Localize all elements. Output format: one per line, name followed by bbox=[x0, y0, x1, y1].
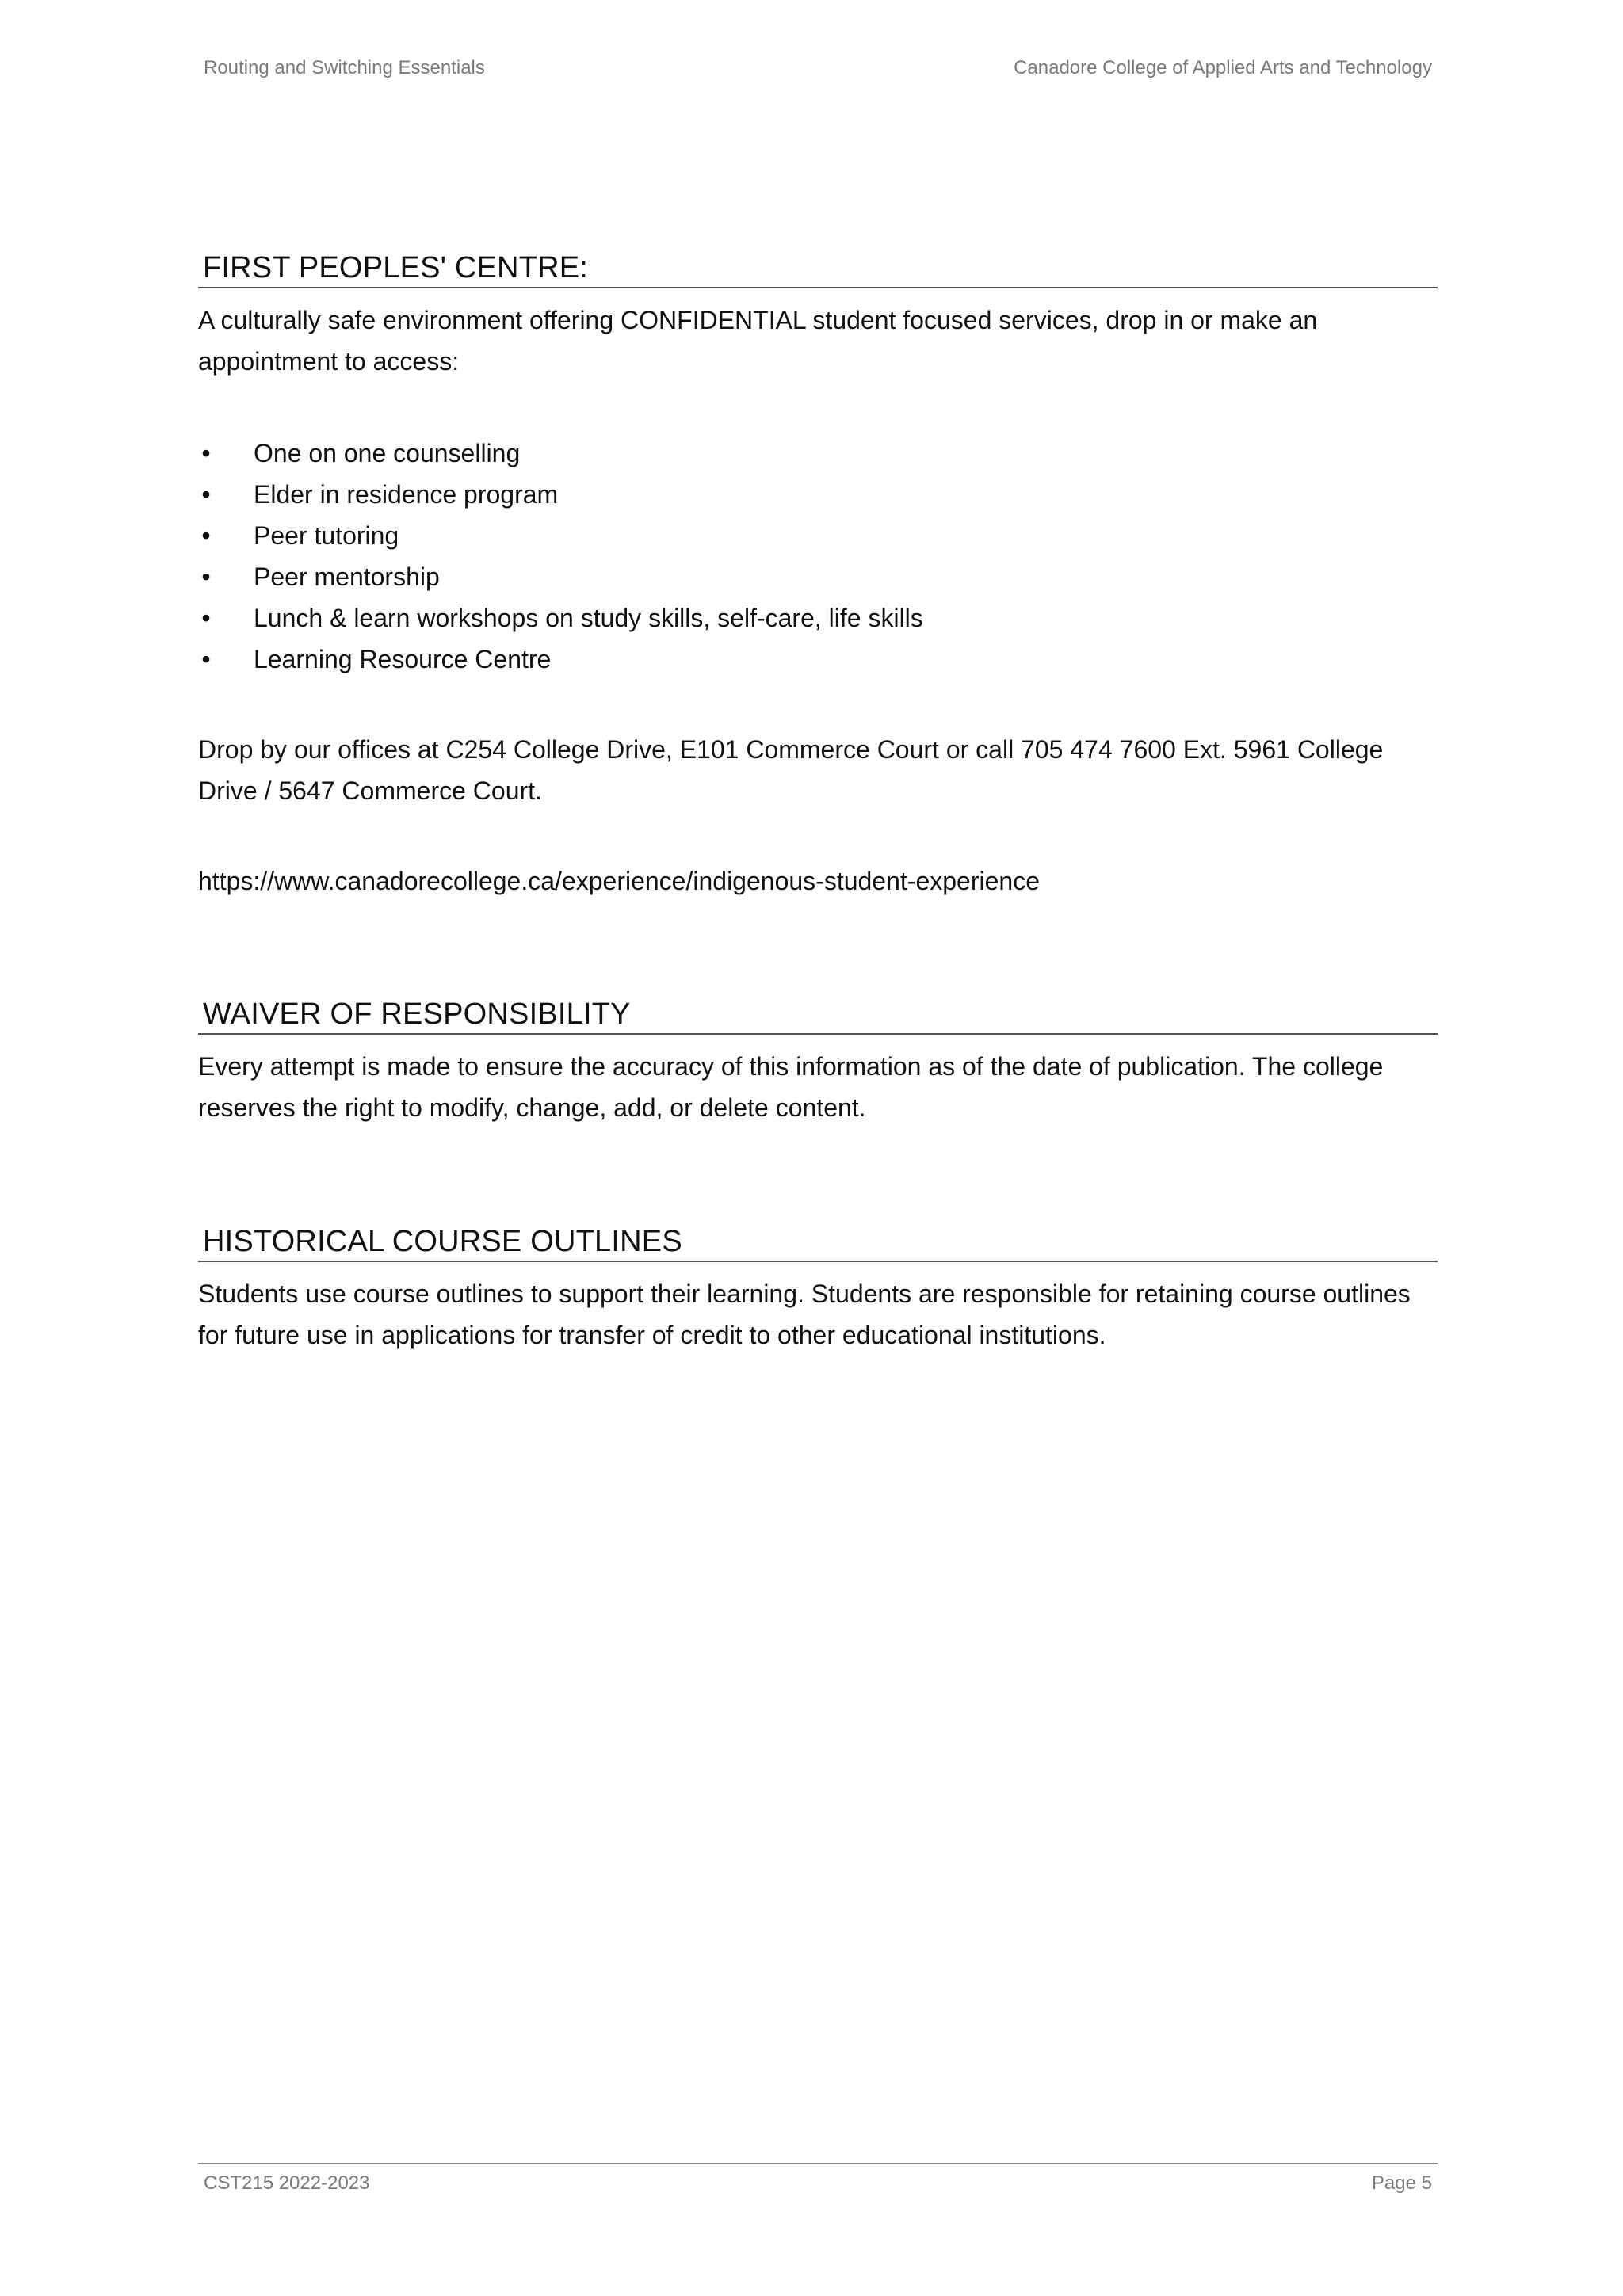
list-item bbox=[198, 639, 1438, 680]
bullet-icon: • bbox=[201, 645, 211, 673]
list-item-text: Peer tutoring bbox=[254, 521, 399, 550]
bullet-icon: • bbox=[201, 521, 211, 550]
historical-outlines-heading: HISTORICAL COURSE OUTLINES bbox=[198, 1224, 1438, 1262]
waiver-body: Every attempt is made to ensure the accuracy of this information as of the date of publication. The college reserves the right to modify, change, add, or delete content. bbox=[198, 1052, 1384, 1122]
list-item bbox=[198, 556, 1438, 597]
historical-outlines-section bbox=[198, 1224, 1438, 1356]
list-item bbox=[198, 433, 1438, 474]
bullet-icon: • bbox=[201, 604, 211, 632]
historical-outlines-body: Students use course outlines to support their learning. Students are responsible for retaining course outlines for future use in applications for transfer of credit to other educational institutions. bbox=[198, 1280, 1411, 1349]
header-college-name: Canadore College of Applied Arts and Technology bbox=[1014, 57, 1432, 78]
first-peoples-heading: FIRST PEOPLES' CENTRE: bbox=[198, 250, 1438, 288]
waiver-heading: WAIVER OF RESPONSIBILITY bbox=[198, 997, 1438, 1035]
bullet-icon: • bbox=[201, 439, 211, 467]
header-course-title: Routing and Switching Essentials bbox=[204, 57, 485, 78]
list-item-text: Elder in residence program bbox=[254, 480, 559, 509]
list-item bbox=[198, 474, 1438, 515]
list-item-text: Lunch & learn workshops on study skills, self-care, life skills bbox=[254, 604, 923, 632]
list-item bbox=[198, 597, 1438, 639]
page-footer bbox=[198, 2163, 1438, 2204]
footer-course-code: CST215 2022-2023 bbox=[204, 2172, 370, 2194]
first-peoples-intro: A culturally safe environment offering CONFIDENTIAL student focused services, drop in or make an appointment to access: bbox=[198, 306, 1318, 376]
list-item-text: Learning Resource Centre bbox=[254, 645, 552, 673]
first-peoples-section bbox=[198, 250, 1438, 902]
services-list bbox=[198, 433, 1438, 680]
indigenous-experience-link[interactable]: https://www.canadorecollege.ca/experience/indigenous-student-experience bbox=[198, 867, 1040, 895]
list-item bbox=[198, 515, 1438, 556]
list-item-text: Peer mentorship bbox=[254, 563, 440, 591]
office-contact-info: Drop by our offices at C254 College Drive, E101 Commerce Court or call 705 474 7600 Ext. 5961 College Drive / 5647 Commerce Court. bbox=[198, 735, 1384, 805]
waiver-section bbox=[198, 997, 1438, 1128]
list-item-text: One on one counselling bbox=[254, 439, 521, 467]
page-header bbox=[204, 57, 1432, 84]
bullet-icon: • bbox=[201, 563, 211, 591]
page-number: Page 5 bbox=[1371, 2172, 1432, 2194]
bullet-icon: • bbox=[201, 480, 211, 509]
